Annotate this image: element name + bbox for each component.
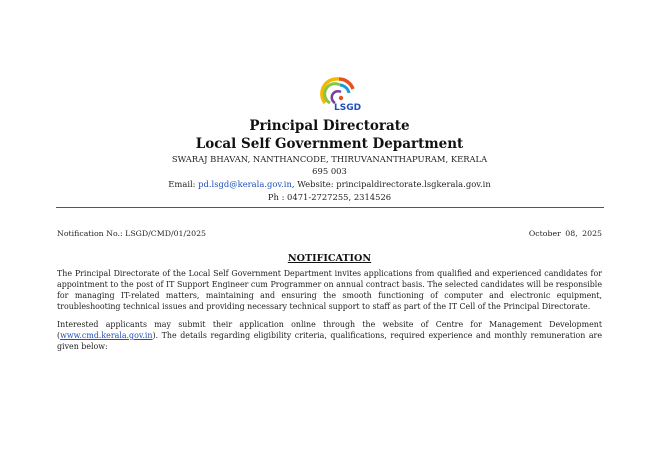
cmd-website-link[interactable]: www.cmd.kerala.gov.in	[60, 331, 153, 340]
notification-number: Notification No.: LSGD/CMD/01/2025	[57, 229, 206, 238]
application-paragraph	[57, 319, 602, 352]
logo-text: LSGD	[334, 103, 362, 113]
lsgd-logo-icon	[311, 73, 369, 121]
org-title: Principal Directorate	[249, 118, 410, 134]
pin-code: 695 003	[312, 166, 347, 176]
address-line: SWARAJ BHAVAN, NANTHANCODE, THIRUVANANTHAPURAM, KERALA	[171, 154, 488, 164]
intro-paragraph: The Principal Directorate of the Local Self Government Department invites applications from qualified and experienced candidates for appointment to the post of IT Support Engineer cum Programmer on annual contract basis. The selected candidates will be responsible for managing IT-related matters, maintaining and ensuring the smooth functioning of computer and electronic equipment, troubleshooting technical issues and providing necessary technical support to staff as part of the IT Cell of the Principal Directorate.	[57, 269, 602, 311]
notification-date: October 08, 2025	[528, 229, 602, 238]
paragraph2-start: Interested applicants may submit their application online through the website of Centre for Management Development (	[57, 320, 602, 340]
email-link[interactable]: pd.lsgd@kerala.gov.in	[198, 179, 292, 189]
paragraph2-end: ). The details regarding eligibility criteria, qualifications, required experience and monthly remuneration are given below:	[57, 331, 602, 351]
notification-heading	[0, 253, 659, 264]
website-text: , Website: principaldirectorate.lsgkerala.gov.in	[291, 179, 491, 189]
org-subtitle: Local Self Government Department	[195, 136, 464, 152]
phone-line: Ph : 0471-2727255, 2314526	[267, 192, 392, 202]
header-divider	[56, 207, 604, 208]
contact-line	[0, 179, 659, 189]
heading-text: NOTIFICATION	[287, 253, 372, 264]
lsgd-logo	[311, 73, 369, 121]
email-label: Email:	[168, 179, 199, 189]
